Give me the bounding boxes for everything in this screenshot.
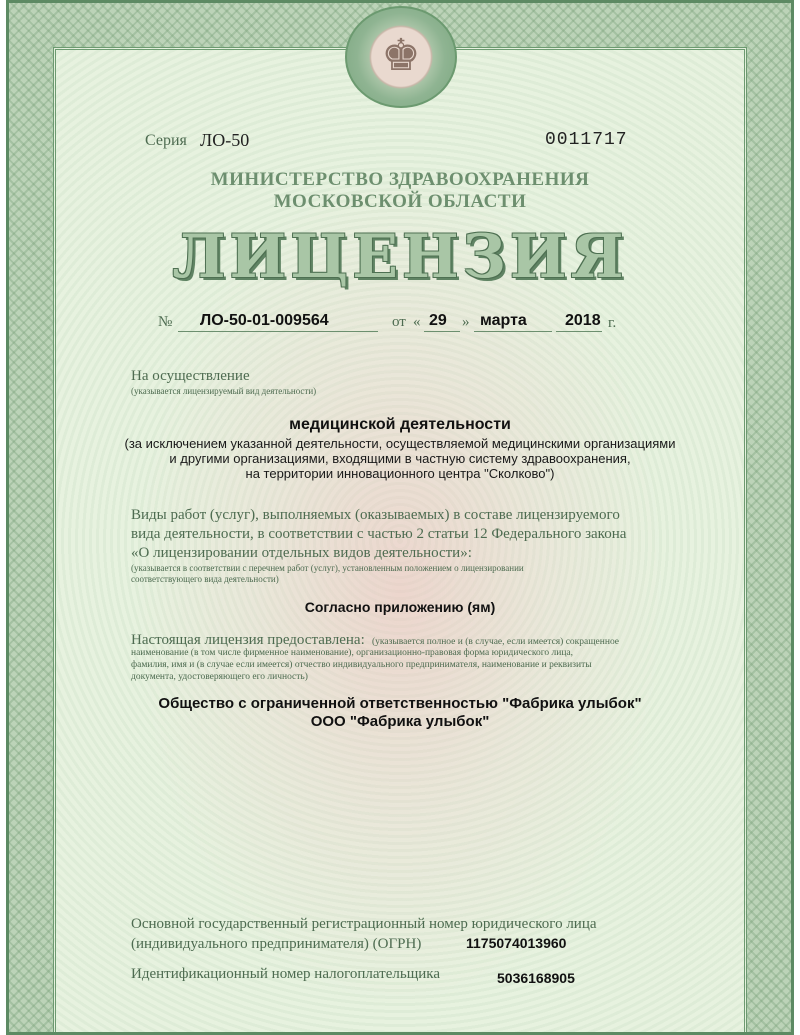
activity-main: медицинской деятельности xyxy=(289,416,511,433)
holder-hint-line-3: фамилия, имя и (в случае если имеется) отчество индивидуального предпринимателя, наименование и реквизиты xyxy=(131,660,592,670)
ministry-line-2: МОСКОВСКОЙ ОБЛАСТИ xyxy=(273,191,527,212)
form-number: 0011717 xyxy=(545,130,628,150)
inn-value: 5036168905 xyxy=(497,970,575,986)
works-value: Согласно приложению (ям) xyxy=(304,599,496,615)
date-quote-close: » xyxy=(462,314,470,330)
ogrn-value: 1175074013960 xyxy=(466,935,567,951)
ministry-line-1: МИНИСТЕРСТВО ЗДРАВООХРАНЕНИЯ xyxy=(210,169,590,190)
activity-note-line-3: на территории инновационного центра "Сколково") xyxy=(245,466,555,481)
ogrn-label-line-2: (индивидуального предпринимателя) (ОГРН) xyxy=(131,936,422,952)
works-hint-line-1: (указывается в соответствии с перечнем работ (услуг), установленным положением о лицензировании xyxy=(131,563,524,573)
license-number-label: № xyxy=(158,314,173,330)
holder-full-name: Общество с ограниченной ответственностью "Фабрика улыбок" xyxy=(158,695,642,712)
date-year: 2018 xyxy=(565,312,601,329)
inn-label: Идентификационный номер налогоплательщика xyxy=(131,966,441,982)
activity-label: На осуществление xyxy=(131,368,250,384)
holder-hint-line-1: (указывается полное и (в случае, если имеется) сокращенное xyxy=(372,637,620,647)
date-month: марта xyxy=(480,312,527,329)
day-underline xyxy=(424,331,460,332)
activity-note-line-1: (за исключением указанной деятельности, осуществляемой медицинскими организациями xyxy=(124,436,676,451)
works-hint-line-2: соответствующего вида деятельности) xyxy=(131,574,279,584)
works-text-line-3: «О лицензировании отдельных видов деятельности»: xyxy=(131,545,472,561)
date-day: 29 xyxy=(429,312,447,329)
coat-of-arms-emblem xyxy=(345,6,457,108)
date-label: от xyxy=(392,314,406,330)
year-underline xyxy=(556,331,602,332)
activity-note-line-2: и другими организациями, входящими в частную систему здравоохранения, xyxy=(169,451,631,466)
holder-hint-line-2: наименование (в том числе фирменное наименование), организационно-правовая форма юридического лица, xyxy=(131,648,574,658)
holder-label: Настоящая лицензия предоставлена: xyxy=(131,632,365,648)
works-text-line-2: вида деятельности, в соответствии с частью 2 статьи 12 Федерального закона xyxy=(131,526,627,542)
license-number-value: ЛО-50-01-009564 xyxy=(200,312,329,329)
works-text-line-1: Виды работ (услуг), выполняемых (оказываемых) в составе лицензируемого xyxy=(131,507,620,523)
activity-hint: (указывается лицензируемый вид деятельности) xyxy=(131,386,317,396)
scan-margin-right xyxy=(794,0,800,1035)
month-underline xyxy=(474,331,552,332)
date-quote-open: « xyxy=(413,314,421,330)
ogrn-label-line-1: Основной государственный регистрационный номер юридического лица xyxy=(131,916,597,932)
holder-hint-line-4: документа, удостоверяющего его личность) xyxy=(131,672,308,682)
license-number-underline xyxy=(178,331,378,332)
series-label: Серия xyxy=(145,132,187,149)
series-value: ЛО-50 xyxy=(200,130,250,150)
date-year-suffix: г. xyxy=(608,315,617,331)
document-title: ЛИЦЕНЗИЯ xyxy=(172,222,628,292)
holder-short-name: ООО "Фабрика улыбок" xyxy=(310,713,490,730)
double-headed-eagle-icon: ♚ xyxy=(381,31,421,80)
